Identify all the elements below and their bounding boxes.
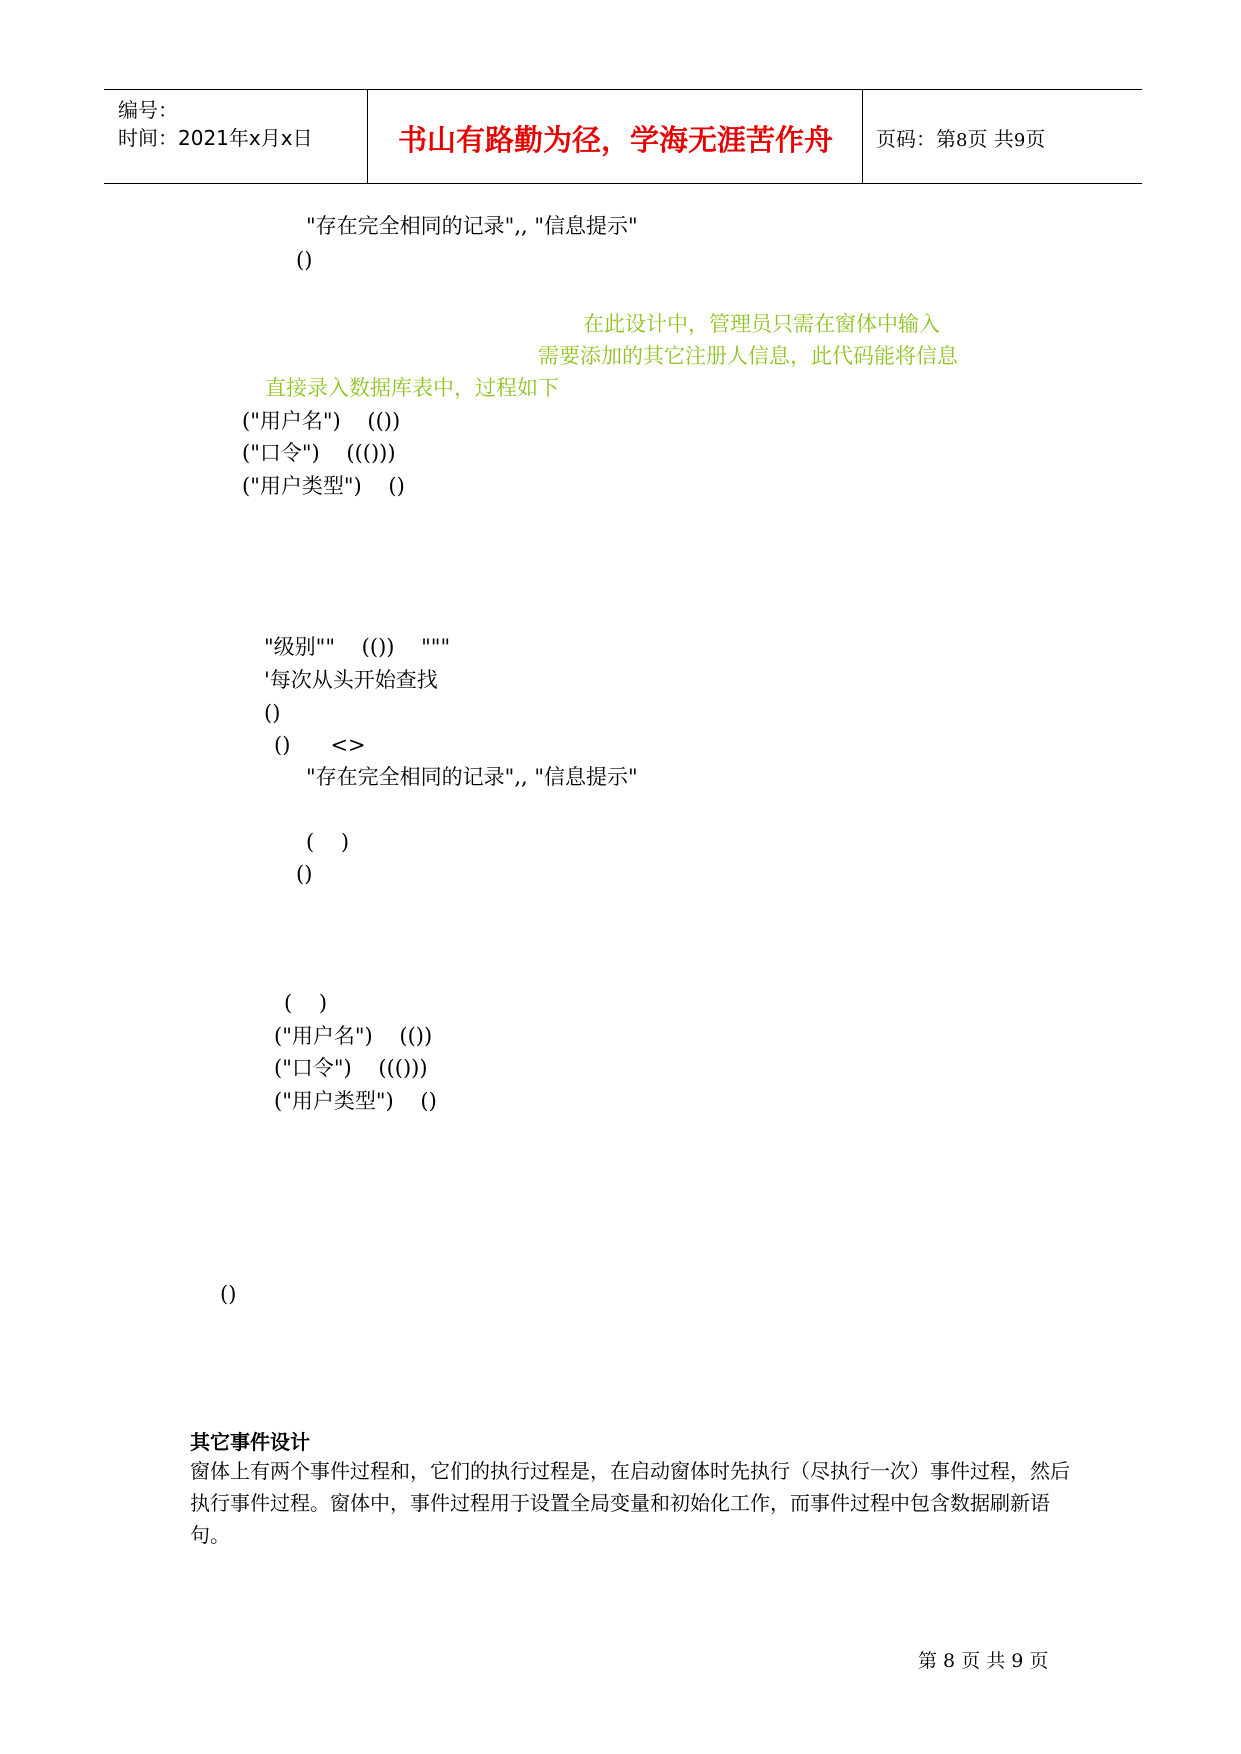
comment-line: 在此设计中，管理员只需在窗体中输入 bbox=[583, 312, 940, 336]
section-paragraph: 窗体上有两个事件过程和，它们的执行过程是，在启动窗体时先执行（尽执行一次）事件过程，然后执行事件过程。窗体中，事件过程用于设置全局变量和初始化工作，而事件过程中包含数据刷新语句。 bbox=[190, 1459, 1070, 1547]
code-line: "存在完全相同的记录",, "信息提示" bbox=[306, 765, 638, 789]
code-line: ( ) bbox=[306, 830, 350, 854]
page-prefix: 页码：第 bbox=[876, 127, 956, 151]
code-line: '每次从头开始查找 bbox=[264, 668, 438, 692]
number-label: 编号： bbox=[118, 98, 178, 122]
code-line: ( ) bbox=[284, 991, 328, 1015]
code-line: ("用户名") (()) bbox=[242, 409, 401, 433]
code-line: () bbox=[264, 701, 281, 725]
page-footer: 第 8 页 共 9 页 bbox=[918, 1650, 1049, 1672]
code-line: ("口令") ((())) bbox=[242, 441, 396, 465]
time-label: 时间：2021年x月x日 bbox=[118, 126, 313, 150]
page-total: 9 bbox=[1013, 130, 1026, 151]
code-line: () bbox=[220, 1282, 237, 1306]
comment-line: 直接录入数据库表中，过程如下 bbox=[265, 376, 559, 400]
code-line: ("口令") ((())) bbox=[274, 1056, 428, 1080]
section-title: 其它事件设计 bbox=[190, 1430, 310, 1454]
code-line: () bbox=[296, 248, 313, 272]
page-header bbox=[104, 89, 1142, 184]
code-line: () bbox=[296, 862, 313, 886]
header-motto-cell bbox=[369, 90, 863, 183]
page-suffix: 页 bbox=[1025, 127, 1046, 151]
page-code bbox=[876, 123, 1045, 152]
motto-text: 书山有路勤为径，学海无涯苦作舟 bbox=[397, 123, 833, 157]
comment-line: 需要添加的其它注册人信息，此代码能将信息 bbox=[538, 344, 958, 368]
code-line: () <> bbox=[274, 733, 366, 757]
code-line: ("用户名") (()) bbox=[274, 1024, 433, 1048]
code-line: "级别"" (()) """ bbox=[264, 635, 451, 659]
code-line: ("用户类型") () bbox=[274, 1089, 437, 1113]
page-current: 8 bbox=[956, 130, 968, 151]
code-line: "存在完全相同的记录",, "信息提示" bbox=[306, 214, 638, 238]
code-line: ("用户类型") () bbox=[242, 474, 405, 498]
header-page-cell bbox=[864, 90, 1142, 183]
header-info-cell bbox=[104, 90, 368, 183]
page-middle: 页 共 bbox=[967, 127, 1014, 151]
